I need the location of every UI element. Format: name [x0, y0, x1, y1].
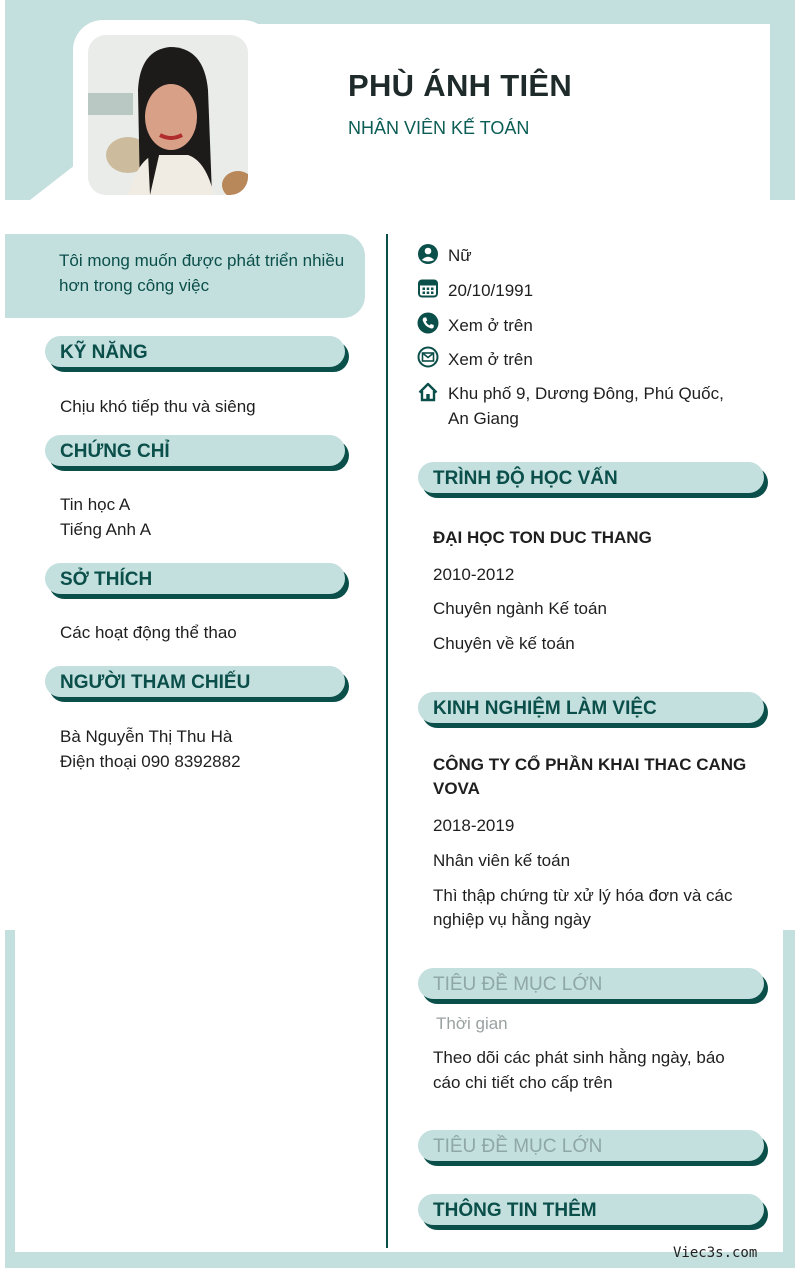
reference-item: Bà Nguyễn Thị Thu Hà: [60, 727, 233, 746]
objective-line: hơn trong công việc: [59, 275, 210, 295]
experience-company: CÔNG TY CỔ PHẦN KHAI THAC CANG: [433, 755, 747, 774]
experience-position: Nhân viên kế toán: [433, 851, 571, 870]
contact-email: Xem ở trên: [448, 350, 533, 369]
experience-description: Thì thập chứng từ xử lý hóa đơn và các: [433, 886, 733, 905]
contact-address: Khu phố 9, Dương Đông, Phú Quốc,: [448, 384, 724, 403]
contact-birthday: 20/10/1991: [448, 281, 534, 300]
photo-frame-corner: [30, 165, 75, 200]
objective-line: Tôi mong muốn được phát triển nhiều: [59, 251, 345, 270]
experience-period: 2018-2019: [433, 816, 515, 835]
section-header-experience: KINH NGHIỆM LÀM VIỆC: [418, 692, 764, 723]
certificate-item: Tin học A: [60, 495, 131, 514]
section-time-placeholder: Thời gian: [436, 1014, 508, 1033]
section-header-placeholder: TIÊU ĐỀ MỤC LỚN: [418, 968, 764, 999]
section-header-additional-info: THÔNG TIN THÊM: [418, 1194, 764, 1225]
home-icon: [417, 381, 439, 403]
experience-company: VOVA: [433, 779, 480, 798]
watermark: Viec3s.com: [673, 1245, 758, 1261]
education-school: ĐẠI HỌC TON DUC THANG: [433, 528, 652, 547]
section-header-references: NGƯỜI THAM CHIẾU: [45, 666, 345, 697]
section-header-education: TRÌNH ĐỘ HỌC VẤN: [418, 462, 764, 493]
contact-address: An Giang: [448, 409, 519, 428]
mail-icon: [417, 346, 439, 368]
hobby-item: Các hoạt động thể thao: [60, 623, 237, 642]
phone-icon: [417, 312, 439, 334]
section-header-placeholder: TIÊU ĐỀ MỤC LỚN: [418, 1130, 764, 1161]
profile-photo: [88, 35, 248, 195]
skill-item: Chịu khó tiếp thu và siêng: [60, 397, 256, 416]
reference-item: Điện thoại 090 8392882: [60, 752, 241, 771]
column-divider: [386, 234, 388, 1248]
contact-phone: Xem ở trên: [448, 316, 533, 335]
experience-description: nghiệp vụ hằng ngày: [433, 910, 591, 929]
section-description: cáo chi tiết cho cấp trên: [433, 1073, 613, 1092]
section-header-hobbies: SỞ THÍCH: [45, 563, 345, 594]
calendar-icon: [417, 277, 439, 299]
education-period: 2010-2012: [433, 565, 515, 584]
contact-gender: Nữ: [448, 246, 472, 265]
education-description: Chuyên về kế toán: [433, 634, 575, 653]
person-icon: [417, 243, 439, 265]
candidate-name: PHÙ ÁNH TIÊN: [348, 68, 573, 103]
job-title: NHÂN VIÊN KẾ TOÁN: [348, 118, 530, 138]
education-major: Chuyên ngành Kế toán: [433, 599, 607, 618]
header-card: [240, 24, 770, 200]
certificate-item: Tiếng Anh A: [60, 520, 152, 539]
section-header-certificates: CHỨNG CHỈ: [45, 435, 345, 466]
section-header-skills: KỸ NĂNG: [45, 336, 345, 367]
career-objective: [5, 234, 365, 318]
section-description: Theo dõi các phát sinh hằng ngày, báo: [433, 1048, 725, 1067]
